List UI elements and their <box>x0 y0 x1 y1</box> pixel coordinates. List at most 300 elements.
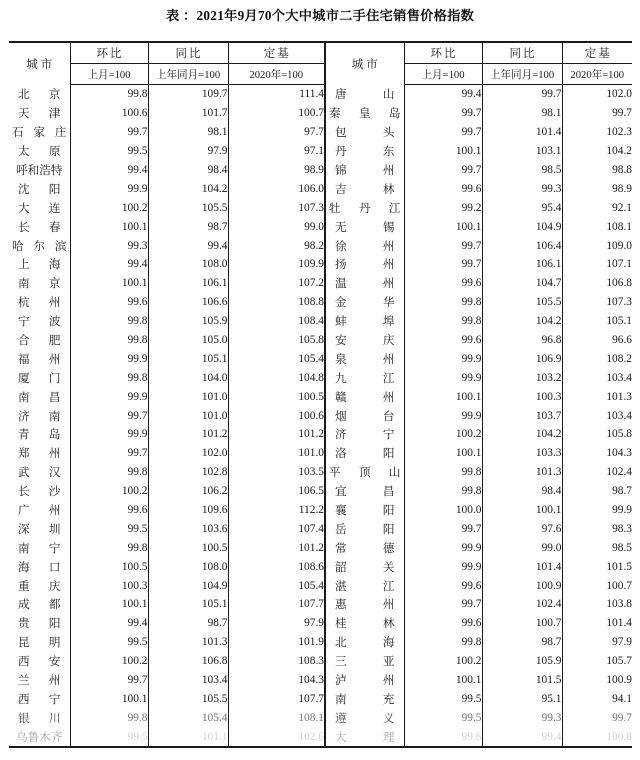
yoy-value-left: 105.1 <box>148 349 228 368</box>
fixed-value-left: 105.4 <box>228 349 325 368</box>
city-label: 济 南 <box>18 409 61 423</box>
city-name-left <box>9 123 70 142</box>
header-group-mom-right: 环比 <box>404 42 482 64</box>
header-base-yoy-right: 上年同月=100 <box>482 64 562 85</box>
city-label: 北 海 <box>335 636 395 650</box>
city-label: 韶 关 <box>335 560 395 574</box>
fixed-value-left: 100.5 <box>228 387 325 406</box>
fixed-value-left: 101.9 <box>228 633 325 652</box>
yoy-value-left: 101.0 <box>148 387 228 406</box>
city-label: 银 川 <box>18 711 61 725</box>
mom-value-left: 99.8 <box>70 368 148 387</box>
table-row <box>9 614 632 633</box>
city-label: 洛 阳 <box>335 447 395 461</box>
city-name-left <box>9 652 70 671</box>
fixed-value-right: 103.4 <box>562 406 632 425</box>
city-label: 郑 州 <box>18 447 61 461</box>
city-name-right <box>325 482 404 501</box>
yoy-value-left: 106.2 <box>148 482 228 501</box>
table-header <box>9 42 632 85</box>
city-label: 襄 阳 <box>335 504 395 518</box>
city-name-left <box>9 236 70 255</box>
mom-value-right: 99.5 <box>404 690 482 709</box>
city-name-right <box>325 104 404 123</box>
city-name-right <box>325 406 404 425</box>
city-name-right <box>325 671 404 690</box>
fixed-value-left: 108.4 <box>228 312 325 331</box>
header-base-yoy-left: 上年同月=100 <box>148 64 228 85</box>
fixed-value-left: 99.0 <box>228 217 325 236</box>
yoy-value-left: 105.0 <box>148 331 228 350</box>
city-name-left <box>9 614 70 633</box>
table-row <box>9 331 632 350</box>
table-row <box>9 425 632 444</box>
table-row <box>9 633 632 652</box>
mom-value-left: 100.1 <box>70 690 148 709</box>
city-label: 金 华 <box>335 296 395 310</box>
yoy-value-left: 101.0 <box>148 406 228 425</box>
city-name-right <box>325 633 404 652</box>
city-name-right <box>325 85 404 104</box>
table-row <box>9 482 632 501</box>
mom-value-right: 99.8 <box>404 293 482 312</box>
fixed-value-right: 94.1 <box>562 690 632 709</box>
mom-value-right: 99.4 <box>404 85 482 104</box>
city-label: 重 庆 <box>18 579 61 593</box>
header-group-yoy-right: 同比 <box>482 42 562 64</box>
fixed-value-left: 104.8 <box>228 368 325 387</box>
mom-value-right: 99.6 <box>404 274 482 293</box>
header-group-fixed-right: 定基 <box>562 42 632 64</box>
city-name-left <box>9 444 70 463</box>
table-row <box>9 142 632 161</box>
yoy-value-left: 98.4 <box>148 161 228 180</box>
city-name-left <box>9 425 70 444</box>
yoy-value-right: 100.3 <box>482 387 562 406</box>
mom-value-left: 99.8 <box>70 331 148 350</box>
table-row <box>9 123 632 142</box>
mom-value-left: 99.4 <box>70 614 148 633</box>
mom-value-left: 99.8 <box>70 708 148 727</box>
city-name-left <box>9 349 70 368</box>
city-label: 平 顶 山 <box>329 466 401 480</box>
table-row <box>9 708 632 727</box>
city-name-right <box>325 387 404 406</box>
city-label: 南 京 <box>18 277 61 291</box>
mom-value-right: 99.6 <box>404 576 482 595</box>
mom-value-right: 99.2 <box>404 198 482 217</box>
city-name-left <box>9 708 70 727</box>
yoy-value-left: 101.1 <box>148 727 228 747</box>
city-label: 上 海 <box>18 258 61 272</box>
fixed-value-right: 103.4 <box>562 368 632 387</box>
city-name-left <box>9 368 70 387</box>
yoy-value-right: 104.7 <box>482 274 562 293</box>
header-group-mom-left: 环比 <box>70 42 148 64</box>
mom-value-right: 100.1 <box>404 217 482 236</box>
mom-value-right: 100.2 <box>404 652 482 671</box>
mom-value-left: 99.8 <box>70 463 148 482</box>
yoy-value-right: 98.1 <box>482 104 562 123</box>
city-label: 三 亚 <box>335 655 395 669</box>
yoy-value-right: 95.1 <box>482 690 562 709</box>
mom-value-right: 99.9 <box>404 406 482 425</box>
city-name-right <box>325 444 404 463</box>
city-label: 九 江 <box>335 371 395 385</box>
yoy-value-right: 98.5 <box>482 161 562 180</box>
city-name-right <box>325 652 404 671</box>
city-name-right <box>325 179 404 198</box>
city-label: 烟 台 <box>335 409 395 423</box>
city-name-right <box>325 538 404 557</box>
yoy-value-left: 109.6 <box>148 501 228 520</box>
yoy-value-right: 103.1 <box>482 142 562 161</box>
city-label: 南 充 <box>335 692 395 706</box>
table-row <box>9 671 632 690</box>
city-name-left <box>9 312 70 331</box>
mom-value-left: 99.5 <box>70 142 148 161</box>
fixed-value-left: 101.2 <box>228 538 325 557</box>
yoy-value-left: 99.4 <box>148 236 228 255</box>
mom-value-right: 99.7 <box>404 595 482 614</box>
fixed-value-right: 102.4 <box>562 463 632 482</box>
city-label: 杭 州 <box>18 296 61 310</box>
mom-value-left: 99.9 <box>70 349 148 368</box>
yoy-value-right: 98.4 <box>482 482 562 501</box>
table-row <box>9 293 632 312</box>
mom-value-left: 100.2 <box>70 482 148 501</box>
fixed-value-left: 106.5 <box>228 482 325 501</box>
fixed-value-right: 98.5 <box>562 538 632 557</box>
fixed-value-left: 107.2 <box>228 274 325 293</box>
fixed-value-left: 108.3 <box>228 652 325 671</box>
city-name-left <box>9 538 70 557</box>
city-label: 大 连 <box>18 201 61 215</box>
city-name-left <box>9 633 70 652</box>
mom-value-right: 99.8 <box>404 312 482 331</box>
fixed-value-right: 99.9 <box>562 501 632 520</box>
fixed-value-right: 103.8 <box>562 595 632 614</box>
city-name-left <box>9 501 70 520</box>
yoy-value-right: 101.4 <box>482 557 562 576</box>
fixed-value-right: 100.9 <box>562 671 632 690</box>
city-label: 赣 州 <box>335 390 395 404</box>
city-name-right <box>325 576 404 595</box>
city-name-left <box>9 255 70 274</box>
city-label: 西 安 <box>18 655 61 669</box>
yoy-value-right: 95.4 <box>482 198 562 217</box>
mom-value-right: 99.7 <box>404 519 482 538</box>
city-name-left <box>9 482 70 501</box>
mom-value-right: 99.9 <box>404 557 482 576</box>
fixed-value-right: 100.7 <box>562 576 632 595</box>
yoy-value-left: 101.7 <box>148 104 228 123</box>
mom-value-right: 100.0 <box>404 501 482 520</box>
yoy-value-right: 96.8 <box>482 331 562 350</box>
mom-value-left: 100.1 <box>70 217 148 236</box>
city-name-left <box>9 85 70 104</box>
table-row <box>9 519 632 538</box>
city-name-right <box>325 161 404 180</box>
fixed-value-left: 108.1 <box>228 708 325 727</box>
yoy-value-left: 98.7 <box>148 217 228 236</box>
table-row <box>9 576 632 595</box>
table-row <box>9 104 632 123</box>
fixed-value-left: 111.4 <box>228 85 325 104</box>
header-group-yoy-left: 同比 <box>148 42 228 64</box>
city-name-right <box>325 501 404 520</box>
fixed-value-left: 100.6 <box>228 406 325 425</box>
city-label: 安 庆 <box>335 334 395 348</box>
price-index-table <box>9 41 632 748</box>
yoy-value-right: 104.2 <box>482 312 562 331</box>
mom-value-left: 100.6 <box>70 104 148 123</box>
mom-value-left: 100.1 <box>70 274 148 293</box>
yoy-value-right: 101.5 <box>482 671 562 690</box>
yoy-value-left: 106.1 <box>148 274 228 293</box>
table-row <box>9 406 632 425</box>
table-row <box>9 198 632 217</box>
yoy-value-left: 102.0 <box>148 444 228 463</box>
city-label: 厦 门 <box>18 371 61 385</box>
city-label: 桂 林 <box>335 617 395 631</box>
city-label: 大 理 <box>335 730 395 744</box>
yoy-value-left: 104.2 <box>148 179 228 198</box>
city-label: 广 州 <box>18 504 61 518</box>
fixed-value-right: 104.2 <box>562 142 632 161</box>
city-label: 福 州 <box>18 352 61 366</box>
city-name-right <box>325 312 404 331</box>
table-row <box>9 274 632 293</box>
fixed-value-right: 108.2 <box>562 349 632 368</box>
mom-value-left: 99.7 <box>70 406 148 425</box>
table-row <box>9 179 632 198</box>
mom-value-right: 99.8 <box>404 463 482 482</box>
mom-value-left: 99.4 <box>70 161 148 180</box>
city-name-right <box>325 463 404 482</box>
city-label: 石 家 庄 <box>12 126 67 140</box>
mom-value-left: 100.2 <box>70 652 148 671</box>
mom-value-right: 99.7 <box>404 123 482 142</box>
table-row <box>9 312 632 331</box>
yoy-value-left: 101.2 <box>148 425 228 444</box>
city-label: 天 津 <box>18 107 61 121</box>
fixed-value-right: 98.9 <box>562 179 632 198</box>
city-name-left <box>9 331 70 350</box>
table-row <box>9 217 632 236</box>
yoy-value-right: 101.4 <box>482 123 562 142</box>
mom-value-right: 99.6 <box>404 727 482 747</box>
yoy-value-right: 99.7 <box>482 85 562 104</box>
mom-value-left: 100.2 <box>70 198 148 217</box>
yoy-value-left: 102.8 <box>148 463 228 482</box>
yoy-value-left: 106.8 <box>148 652 228 671</box>
yoy-value-left: 106.6 <box>148 293 228 312</box>
city-label: 北 京 <box>18 88 61 102</box>
city-name-right <box>325 123 404 142</box>
yoy-value-right: 99.0 <box>482 538 562 557</box>
city-label: 无 锡 <box>335 220 395 234</box>
table-row <box>9 255 632 274</box>
table-row <box>9 236 632 255</box>
fixed-value-left: 98.2 <box>228 236 325 255</box>
city-label: 湛 江 <box>335 579 395 593</box>
city-label: 岳 阳 <box>335 522 395 536</box>
mom-value-right: 99.7 <box>404 236 482 255</box>
yoy-value-left: 105.4 <box>148 708 228 727</box>
city-label: 丹 东 <box>335 145 395 159</box>
yoy-value-right: 97.6 <box>482 519 562 538</box>
fixed-value-right: 99.7 <box>562 104 632 123</box>
table-row <box>9 85 632 104</box>
city-label: 徐 州 <box>335 239 395 253</box>
city-label: 惠 州 <box>335 598 395 612</box>
yoy-value-right: 104.2 <box>482 425 562 444</box>
city-name-right <box>325 274 404 293</box>
city-label: 成 都 <box>18 598 61 612</box>
city-name-left <box>9 104 70 123</box>
mom-value-right: 99.7 <box>404 161 482 180</box>
table-row <box>9 444 632 463</box>
yoy-value-left: 104.9 <box>148 576 228 595</box>
header-base-fixed-right: 2020年=100 <box>562 64 632 85</box>
mom-value-left: 99.5 <box>70 727 148 747</box>
city-name-left <box>9 557 70 576</box>
mom-value-left: 99.6 <box>70 501 148 520</box>
city-name-left <box>9 387 70 406</box>
mom-value-left: 99.8 <box>70 85 148 104</box>
yoy-value-right: 105.9 <box>482 652 562 671</box>
fixed-value-left: 97.1 <box>228 142 325 161</box>
city-label: 唐 山 <box>335 88 395 102</box>
mom-value-left: 99.9 <box>70 179 148 198</box>
header-base-mom-left: 上月=100 <box>70 64 148 85</box>
city-label: 南 宁 <box>18 541 61 555</box>
yoy-value-right: 100.9 <box>482 576 562 595</box>
city-label: 长 春 <box>18 220 61 234</box>
city-label: 哈 尔 滨 <box>12 239 67 253</box>
city-label: 锦 州 <box>335 164 395 177</box>
city-name-right <box>325 198 404 217</box>
yoy-value-right: 102.4 <box>482 595 562 614</box>
mom-value-right: 100.1 <box>404 444 482 463</box>
city-name-right <box>325 519 404 538</box>
fixed-value-right: 105.1 <box>562 312 632 331</box>
fixed-value-right: 98.3 <box>562 519 632 538</box>
city-name-left <box>9 406 70 425</box>
city-name-right <box>325 690 404 709</box>
fixed-value-right: 99.7 <box>562 708 632 727</box>
mom-value-left: 99.7 <box>70 444 148 463</box>
city-name-left <box>9 463 70 482</box>
header-row-base <box>9 64 632 85</box>
fixed-value-left: 107.7 <box>228 595 325 614</box>
header-row-group <box>9 42 632 64</box>
fixed-value-left: 109.9 <box>228 255 325 274</box>
yoy-value-left: 108.0 <box>148 255 228 274</box>
city-name-right <box>325 142 404 161</box>
yoy-value-left: 105.5 <box>148 690 228 709</box>
city-label: 西 宁 <box>18 692 61 706</box>
fixed-value-right: 108.1 <box>562 217 632 236</box>
fixed-value-right: 100.8 <box>562 727 632 747</box>
city-name-right <box>325 727 404 747</box>
table-row <box>9 538 632 557</box>
city-name-right <box>325 708 404 727</box>
city-label: 泉 州 <box>335 352 395 366</box>
fixed-value-left: 102.6 <box>228 727 325 747</box>
yoy-value-right: 99.3 <box>482 708 562 727</box>
fixed-value-left: 112.2 <box>228 501 325 520</box>
fixed-value-left: 108.6 <box>228 557 325 576</box>
table-row <box>9 463 632 482</box>
mom-value-left: 99.9 <box>70 425 148 444</box>
city-name-right <box>325 349 404 368</box>
city-label: 吉 林 <box>335 182 395 196</box>
mom-value-right: 100.1 <box>404 671 482 690</box>
mom-value-left: 99.6 <box>70 293 148 312</box>
city-label: 太 原 <box>18 145 61 159</box>
city-name-left <box>9 293 70 312</box>
fixed-value-right: 102.3 <box>562 123 632 142</box>
mom-value-right: 99.7 <box>404 255 482 274</box>
yoy-value-right: 100.7 <box>482 614 562 633</box>
fixed-value-right: 101.4 <box>562 614 632 633</box>
city-name-right <box>325 595 404 614</box>
mom-value-right: 99.6 <box>404 614 482 633</box>
fixed-value-left: 108.8 <box>228 293 325 312</box>
fixed-value-right: 98.8 <box>562 161 632 180</box>
table-row <box>9 387 632 406</box>
yoy-value-right: 103.2 <box>482 368 562 387</box>
fixed-value-right: 104.3 <box>562 444 632 463</box>
fixed-value-left: 101.2 <box>228 425 325 444</box>
header-city-right: 城市 <box>325 42 404 85</box>
yoy-value-left: 105.5 <box>148 198 228 217</box>
mom-value-right: 99.5 <box>404 708 482 727</box>
mom-value-left: 99.4 <box>70 255 148 274</box>
city-name-left <box>9 519 70 538</box>
fixed-value-left: 107.3 <box>228 198 325 217</box>
header-group-fixed-left: 定基 <box>228 42 325 64</box>
yoy-value-left: 97.9 <box>148 142 228 161</box>
city-label: 乌鲁木齐 <box>16 730 63 744</box>
mom-value-right: 99.8 <box>404 633 482 652</box>
mom-value-right: 99.9 <box>404 538 482 557</box>
table-row <box>9 501 632 520</box>
city-label: 常 德 <box>335 541 395 555</box>
city-label: 牡 丹 江 <box>329 201 401 215</box>
city-label: 宜 昌 <box>335 485 395 499</box>
header-base-mom-right: 上月=100 <box>404 64 482 85</box>
city-name-right <box>325 557 404 576</box>
fixed-value-right: 98.7 <box>562 482 632 501</box>
city-name-left <box>9 161 70 180</box>
city-name-left <box>9 142 70 161</box>
city-label: 武 汉 <box>18 466 61 480</box>
table-body <box>9 85 632 748</box>
fixed-value-right: 92.1 <box>562 198 632 217</box>
yoy-value-left: 104.0 <box>148 368 228 387</box>
city-name-left <box>9 671 70 690</box>
mom-value-left: 100.1 <box>70 595 148 614</box>
city-name-right <box>325 425 404 444</box>
mom-value-left: 99.7 <box>70 123 148 142</box>
fixed-value-right: 102.0 <box>562 85 632 104</box>
yoy-value-right: 105.5 <box>482 293 562 312</box>
yoy-value-right: 99.4 <box>482 727 562 747</box>
city-name-left <box>9 595 70 614</box>
